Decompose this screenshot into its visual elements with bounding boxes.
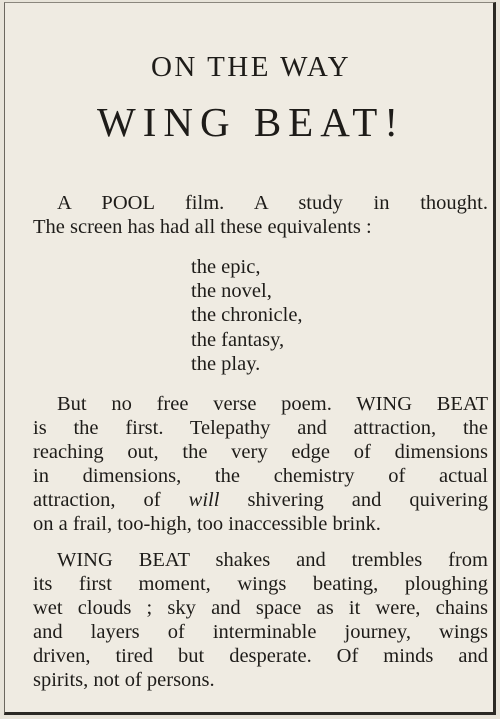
paragraph-line: The screen has had all these equivalents :	[33, 216, 372, 238]
paragraph-intro	[33, 191, 488, 239]
paragraph-line: wet clouds ; sky and space as it were, chains	[33, 597, 488, 619]
emphasis-will: will	[188, 489, 220, 511]
verse-line: the play.	[191, 352, 261, 375]
paragraph-line: in dimensions, the chemistry of actual	[33, 465, 488, 487]
line-text: attraction, of	[33, 489, 189, 511]
verse-line: the novel,	[191, 280, 272, 303]
paragraph-line: A POOL film. A study in thought.	[57, 192, 488, 214]
paragraph-line: is the first. Telepathy and attraction, the	[33, 417, 488, 439]
verse-line: the epic,	[191, 256, 261, 278]
paragraph-line: and layers of interminable journey, wings	[33, 621, 488, 643]
paragraph-line: But no free verse poem. WING BEAT	[57, 393, 488, 415]
line-text: shivering and quivering	[219, 489, 488, 511]
paragraph-line: driven, tired but desperate. Of minds and	[33, 645, 488, 667]
verse-line: the chronicle,	[191, 304, 303, 327]
kicker-heading: ON THE WAY	[150, 51, 352, 83]
article-title: WING BEAT!	[97, 99, 405, 145]
verse-list	[191, 255, 303, 376]
verse-line: the fantasy,	[191, 328, 285, 351]
paragraph-free-verse	[33, 392, 488, 536]
page-frame	[4, 2, 496, 715]
paragraph-line: reaching out, the very edge of dimensions	[33, 441, 488, 463]
paragraph-line: on a frail, too-high, too inaccessible brink.	[33, 513, 381, 535]
paragraph-wing-beat	[33, 548, 488, 692]
paragraph-line: its first moment, wings beating, ploughing	[33, 573, 488, 595]
paragraph-line	[33, 488, 488, 512]
paragraph-line: spirits, not of persons.	[33, 669, 215, 691]
paragraph-line: WING BEAT shakes and trembles from	[57, 549, 488, 571]
